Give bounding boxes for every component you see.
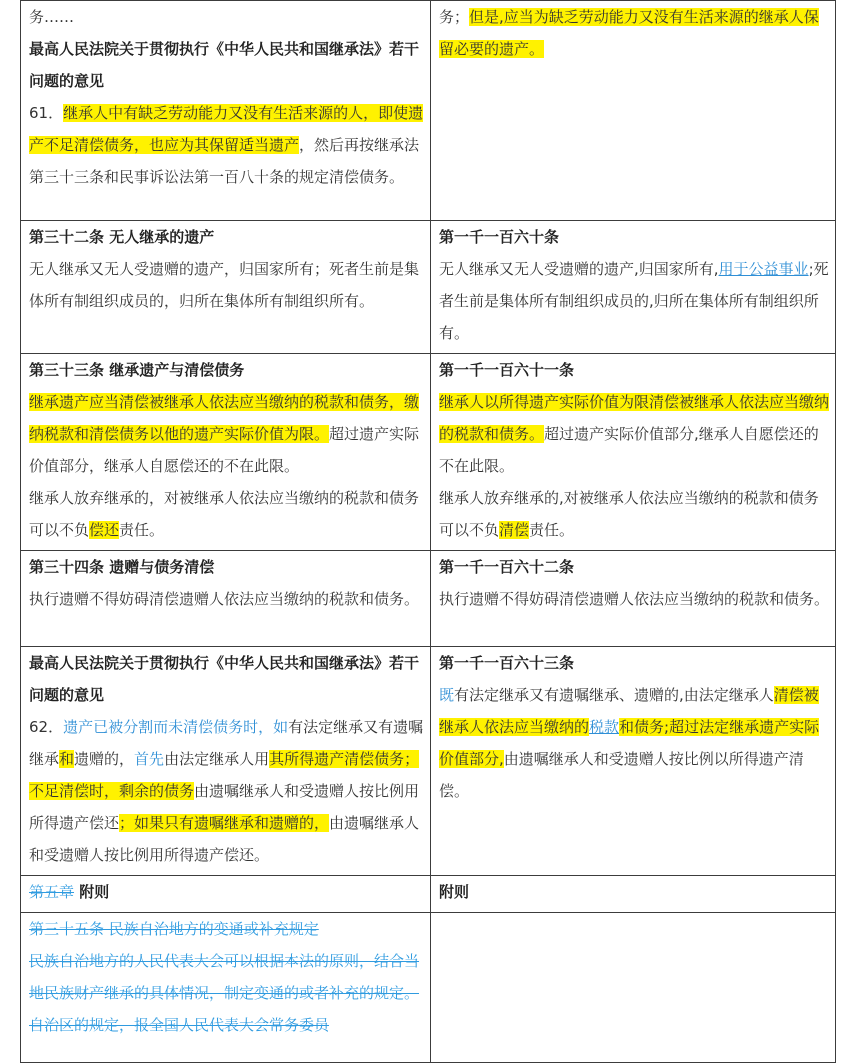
paragraph [439,354,829,386]
paragraph [439,221,829,253]
text-segment: 执行遗赠不得妨碍清偿遗赠人依法应当缴纳的税款和债务。 [439,590,830,608]
paragraph [439,551,829,583]
article-heading: 第一千一百六十三条 [439,654,575,672]
table-row [21,876,836,913]
old-law-cell [21,913,431,1063]
text-segment: 但是,应当为缺乏劳动能力又没有生活来源的继承人保留必要的遗产。 [439,8,819,58]
article-heading: 第一千一百六十一条 [439,361,575,379]
text-segment: 有法定继承又有遗嘱继承、遗赠的,由法定继承人 [454,686,774,704]
article-heading: 第一千一百六十条 [439,228,560,246]
text-segment: ；如果只有遗嘱继承和遗赠的， [119,814,330,832]
text-segment: 由遗嘱继承人和受遗赠人按比例用所得遗产偿还 [29,782,420,832]
paragraph [439,482,829,546]
paragraph [29,253,424,317]
article-heading: 第三十四条 遗赠与债务清偿 [29,558,215,576]
paragraph [439,253,829,349]
paragraph [439,876,829,908]
text-segment: 继承人中有缺乏劳动能力又没有生活来源的人，即使遗产不足清偿债务，也应为其保留适当遗产 [29,104,424,154]
paragraph [439,647,829,679]
article-heading: 第三十二条 无人继承的遗产 [29,228,215,246]
law-comparison-table [20,0,836,1063]
text-segment: 第三十五条 民族自治地方的变通或补充规定 [29,920,319,938]
new-law-cell [431,913,836,1063]
paragraph [29,647,424,711]
text-segment: 清偿 [499,521,530,539]
table-row [21,647,836,876]
old-law-cell [21,876,431,913]
old-law-cell [21,551,431,647]
text-segment: 第五章 [29,883,75,901]
article-heading: 第一千一百六十二条 [439,558,575,576]
table-row [21,1,836,221]
paragraph [29,551,424,583]
article-heading: 最高人民法院关于贯彻执行《中华人民共和国继承法》若干问题的意见 [29,654,420,704]
text-segment: 由遗嘱继承人和受遗赠人按比例用所得遗产偿还。 [29,814,420,864]
text-segment: 其所得遗产清偿债务；不足清偿时，剩余的债务 [29,750,420,800]
text-segment: 责任。 [529,521,575,539]
text-segment: 民族自治地方的人民代表大会可以根据本法的原则，结合当地民族财产继承的具体情况，制定变通的或者补充的规定。自治区的规定，报全国人民代表大会常务委员 [29,952,420,1034]
text-segment: 超过遗产实际价值部分，继承人自愿偿还的不在此限。 [29,425,420,475]
text-segment: 遗赠的， [74,750,135,768]
text-segment: ;死者生前是集体所有制组织成员的,归所在集体所有制组织所有。 [439,260,829,342]
paragraph [29,1,424,33]
text-segment: 61． [29,104,64,122]
text-segment: 务…… [29,8,75,26]
text-segment: 由法定继承人用 [164,750,270,768]
text-segment: 首先 [134,750,165,768]
text-segment: 继承人以所得遗产实际价值为限清偿被继承人依法应当缴纳的税款和债务。 [439,393,830,443]
article-heading: 附则 [74,883,110,901]
text-segment: 继承人放弃继承的,对被继承人依法应当缴纳的税款和债务可以不负 [439,489,819,539]
new-law-cell [431,1,836,221]
text-segment: 超过遗产实际价值部分,继承人自愿偿还的不在此限。 [439,425,819,475]
text-segment: 62． [29,718,64,736]
paragraph [29,583,424,615]
paragraph [29,876,424,908]
text-segment: 偿还 [89,521,120,539]
paragraph [29,482,424,546]
paragraph [29,354,424,386]
paragraph [439,679,829,807]
text-segment[interactable]: 用于公益事业 [718,260,809,278]
text-segment: 和债务;超过法定继承遗产实际价值部分, [439,718,820,768]
table-row [21,551,836,647]
article-heading: 附则 [439,883,470,901]
text-segment: 无人继承又无人受遗赠的遗产,归国家所有, [439,260,719,278]
paragraph [439,1,829,65]
paragraph [29,913,424,945]
paragraph [29,221,424,253]
text-segment: 责任。 [119,521,165,539]
article-heading: 第三十三条 继承遗产与清偿债务 [29,361,245,379]
text-segment: 执行遗赠不得妨碍清偿遗赠人依法应当缴纳的税款和债务。 [29,590,420,608]
text-segment: 由遗嘱继承人和受遗赠人按比例以所得遗产清偿。 [439,750,804,800]
paragraph [439,386,829,482]
text-segment: 清偿被继承人依法应当缴纳的 [439,686,819,736]
new-law-cell [431,876,836,913]
text-segment[interactable]: 税款 [589,718,620,736]
text-segment: 和 [59,750,75,768]
paragraph [29,386,424,482]
old-law-cell [21,354,431,551]
table-row [21,354,836,551]
paragraph [29,945,424,1041]
old-law-cell [21,1,431,221]
text-segment: ，然后再按继承法第三十三条和民事诉讼法第一百八十条的规定清偿债务。 [29,136,420,186]
paragraph [29,33,424,97]
new-law-cell [431,551,836,647]
article-heading: 最高人民法院关于贯彻执行《中华人民共和国继承法》若干问题的意见 [29,40,420,90]
table-row [21,913,836,1063]
paragraph [29,97,424,193]
new-law-cell [431,221,836,354]
text-segment: 继承遗产应当清偿被继承人依法应当缴纳的税款和债务，缴纳税款和清偿债务以他的遗产实际价值为限。 [29,393,420,443]
text-segment: 无人继承又无人受遗赠的遗产，归国家所有；死者生前是集体所有制组织成员的，归所在集体所有制组织所有。 [29,260,420,310]
text-segment: 既 [439,686,455,704]
table-body [21,1,836,1063]
text-segment: 有法定继承又有遗嘱继承 [29,718,424,768]
new-law-cell [431,354,836,551]
old-law-cell [21,221,431,354]
old-law-cell [21,647,431,876]
new-law-cell [431,647,836,876]
text-segment: 继承人放弃继承的，对被继承人依法应当缴纳的税款和债务可以不负 [29,489,420,539]
paragraph [439,583,829,615]
text-segment: 遗产已被分割而未清偿债务时，如 [63,718,289,736]
table-row [21,221,836,354]
text-segment: 务； [439,8,470,26]
paragraph [29,711,424,871]
